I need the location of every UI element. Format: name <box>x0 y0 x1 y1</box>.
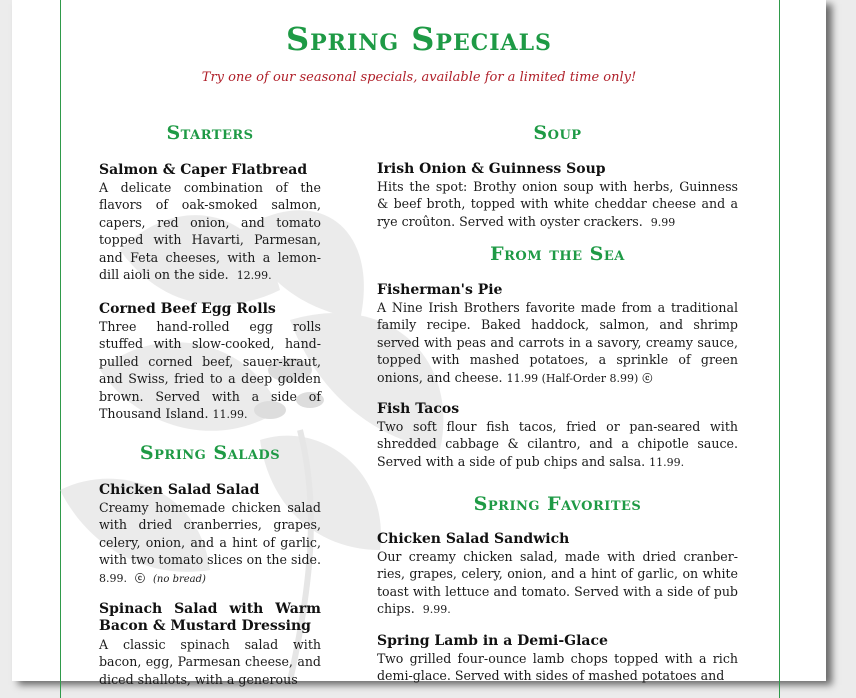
gluten-free-icon: ⓒ <box>135 573 146 585</box>
item-note-no-bread: (no bread) <box>153 573 206 585</box>
section-heading-spring-salads: Spring Salads <box>139 442 281 464</box>
item-desc-spinach-salad: A classic spinach salad with bacon, egg, Parmesan cheese, and diced shallots, with a generous <box>99 637 321 687</box>
item-price-irish-onion-soup: 9.99 <box>650 215 676 229</box>
item-price-fish-tacos: 11.99. <box>649 455 685 469</box>
section-heading-starters: Starters <box>166 122 254 144</box>
item-desc-fish-tacos: Two soft flour fish tacos, fried or pan-seared with shredded cabbage & cilantro, and a chipotle sauce. Served with a side of pub chips and salsa. 11.99. <box>377 419 738 469</box>
item-name-spinach-salad: Spinach Salad with Warm Bacon & Mustard Dressing <box>99 601 321 634</box>
item-price-chicken-salad-sandwich: 9.99. <box>422 603 451 617</box>
menu-title: Spring Specials <box>286 20 552 58</box>
section-heading-soup: Soup <box>533 122 582 144</box>
item-desc-irish-onion-soup: Hits the spot: Brothy onion soup with herbs, Guinness & beef broth, topped with white cheddar cheese and a rye croûton. Served with oyster crackers. 9.99 <box>377 179 738 229</box>
section-heading-spring-favorites: Spring Favorites <box>473 493 642 515</box>
item-name-corned-beef-egg-rolls: Corned Beef Egg Rolls <box>99 301 276 317</box>
gluten-free-icon: ⓒ <box>642 373 653 385</box>
item-price-corned-beef-egg-rolls: 11.99. <box>212 408 248 422</box>
item-name-chicken-salad-salad: Chicken Salad Salad <box>99 482 260 498</box>
item-name-fishermans-pie: Fisherman's Pie <box>377 282 503 298</box>
item-name-spring-lamb: Spring Lamb in a Demi-Glace <box>377 633 608 649</box>
item-name-salmon-flatbread: Salmon & Caper Flatbread <box>99 162 308 178</box>
item-desc-corned-beef-egg-rolls: Three hand-rolled egg rolls stuffed with slow-cooked, hand-pulled corned beef, sauer-kraut, and Swiss, fried to a deep golden brown. Served with a side of Thousand Island. 11.99. <box>99 319 321 422</box>
item-price-salmon-flatbread: 12.99. <box>236 269 272 283</box>
item-desc-chicken-salad-salad: Creamy homemade chicken salad with dried cranberries, grapes, celery, onion, and a hint of garlic, with two tomato slices on the side. 8.99. ⓒ (no bread) <box>99 500 321 585</box>
item-desc-fishermans-pie: A Nine Irish Brothers favorite made from a traditional family recipe. Baked haddock, salmon, and shrimp served with peas and carrots in a savory, creamy sauce, topped with mashed potatoes, a sprinkle of green onions, and cheese. 11.99 (Half-Order 8.99) ⓒ <box>377 300 738 385</box>
item-name-fish-tacos: Fish Tacos <box>377 401 460 417</box>
section-heading-from-the-sea: From the Sea <box>490 243 625 265</box>
item-name-chicken-salad-sandwich: Chicken Salad Sandwich <box>377 531 570 547</box>
item-desc-spring-lamb: Two grilled four-ounce lamb chops topped with a rich demi-glace. Served with sides of mashed potatoes and <box>377 651 738 684</box>
item-name-irish-onion-soup: Irish Onion & Guinness Soup <box>377 161 606 177</box>
item-price-chicken-salad-salad: 8.99. <box>99 571 127 585</box>
item-desc-salmon-flatbread: A delicate combination of the flavors of oak-smoked salmon, capers, red onion, and tomato topped with Havarti, Parmesan, and Feta cheeses, with a lemon-dill aioli on the side. 12.99. <box>99 180 321 283</box>
item-desc-chicken-salad-sandwich: Our creamy chicken salad, made with dried cranber-ries, grapes, celery, onion, and a hint of garlic, on white toast with lettuce and tomato. Served with a side of pub chips. 9.99. <box>377 549 738 617</box>
menu-subtitle: Try one of our seasonal specials, available for a limited time only! <box>201 70 637 85</box>
item-price-fishermans-pie: 11.99 (Half-Order 8.99) <box>506 371 639 385</box>
